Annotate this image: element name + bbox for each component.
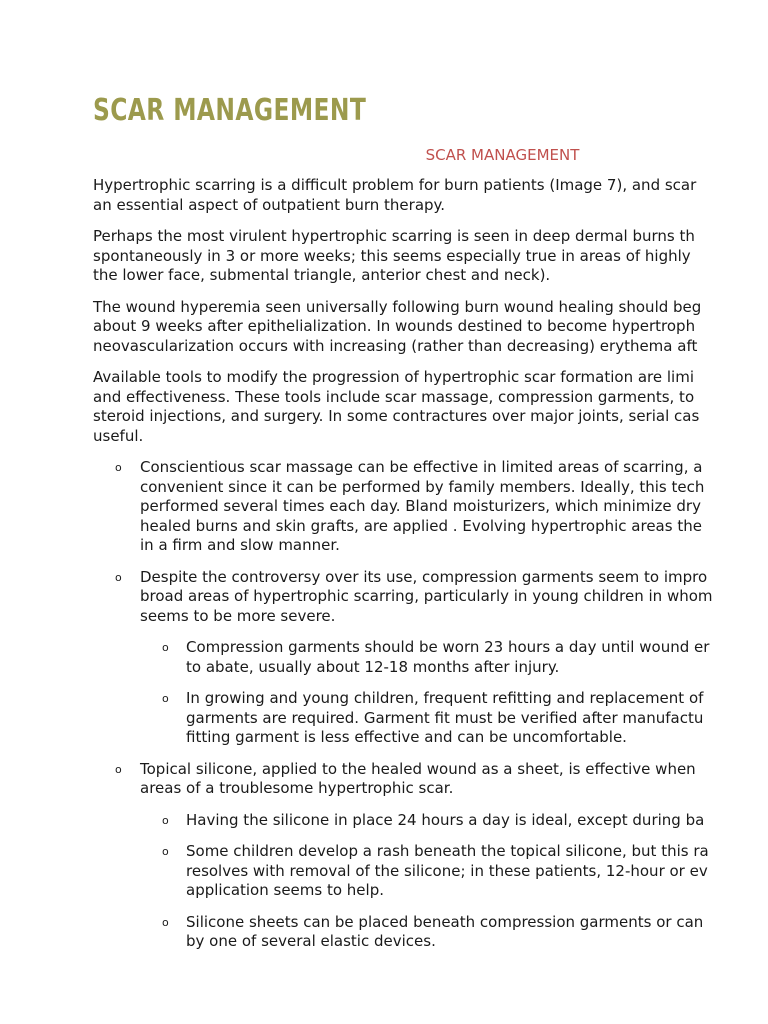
text-line: fitting garment is less effective and can be uncomfortable.: [186, 728, 627, 746]
bullet-list: [93, 458, 768, 952]
sub-list-item: [140, 842, 768, 901]
text-line: spontaneously in 3 or more weeks; this seems especially true in areas of highly: [93, 246, 691, 265]
sub-list-item: [140, 913, 768, 952]
sub-list-item-text: [186, 913, 768, 952]
text-line: an essential aspect of outpatient burn therapy.: [93, 195, 446, 214]
sub-list-item-text: [186, 842, 768, 901]
sub-list-item: [140, 811, 768, 831]
paragraph: [93, 176, 768, 215]
list-item-text: [140, 458, 768, 556]
text-line: Topical silicone, applied to the healed wound as a sheet, is effective when: [140, 759, 696, 778]
text-line: application seems to help.: [186, 881, 384, 899]
list-item: [93, 568, 768, 748]
text-line: Silicone sheets can be placed beneath compression garments or can: [186, 912, 704, 931]
bullet-marker-icon: o: [162, 845, 169, 858]
bullet-marker-icon: o: [115, 461, 122, 474]
text-line: Some children develop a rash beneath the topical silicone, but this ra: [186, 842, 709, 860]
text-line: Available tools to modify the progression of hypertrophic scar formation are limi: [93, 368, 695, 386]
document-body: [93, 176, 768, 964]
text-line: seems to be more severe.: [140, 606, 336, 625]
paragraph: [93, 227, 768, 286]
list-item-text: [140, 760, 768, 799]
text-line: Perhaps the most virulent hypertrophic scarring is seen in deep dermal burns th: [93, 227, 695, 245]
paragraph-list: [93, 176, 768, 446]
text-line: in a firm and slow manner.: [140, 536, 340, 554]
text-line: performed several times each day. Bland moisturizers, which minimize dry: [140, 497, 701, 515]
bullet-marker-icon: o: [162, 813, 169, 827]
sub-list-item-text: [186, 811, 768, 831]
bullet-marker-icon: o: [115, 762, 122, 776]
sub-list-item: [140, 638, 768, 677]
paragraph: [93, 368, 768, 446]
text-line: In growing and young children, frequent refitting and replacement of: [186, 689, 704, 707]
text-line: Compression garments should be worn 23 hours a day until wound er: [186, 638, 710, 656]
page-title: SCAR MANAGEMENT: [93, 93, 367, 128]
text-line: neovascularization occurs with increasing (rather than decreasing) erythema aft: [93, 336, 698, 355]
text-line: Hypertrophic scarring is a difficult problem for burn patients (Image 7), and scar: [93, 176, 697, 194]
text-line: about 9 weeks after epithelialization. In wounds destined to become hypertroph: [93, 317, 696, 335]
bullet-marker-icon: o: [115, 570, 122, 584]
bullet-marker-icon: o: [162, 641, 169, 654]
text-line: garments are required. Garment fit must be verified after manufactu: [186, 708, 704, 727]
text-line: broad areas of hypertrophic scarring, particularly in young children in whom: [140, 587, 713, 605]
text-line: useful.: [93, 426, 144, 445]
text-line: Conscientious scar massage can be effective in limited areas of scarring, a: [140, 458, 703, 476]
sub-bullet-list: [140, 638, 768, 748]
text-line: steroid injections, and surgery. In some contractures over major joints, serial cas: [93, 407, 700, 425]
text-line: the lower face, submental triangle, anterior chest and neck).: [93, 266, 551, 284]
bullet-marker-icon: o: [162, 915, 169, 929]
sub-list-item-text: [186, 689, 768, 748]
sub-list-item: [140, 689, 768, 748]
text-line: The wound hyperemia seen universally following burn wound healing should beg: [93, 297, 702, 316]
list-item: [93, 458, 768, 556]
sub-bullet-list: [140, 811, 768, 952]
section-heading: SCAR MANAGEMENT: [425, 146, 580, 164]
text-line: and effectiveness. These tools include scar massage, compression garments, to: [93, 387, 695, 406]
bullet-marker-icon: o: [162, 692, 169, 705]
list-item-text: [140, 568, 768, 627]
text-line: Having the silicone in place 24 hours a day is ideal, except during ba: [186, 810, 705, 829]
sub-list-item-text: [186, 638, 768, 677]
paragraph: [93, 298, 768, 357]
text-line: to abate, usually about 12-18 months after injury.: [186, 657, 560, 676]
text-line: by one of several elastic devices.: [186, 932, 436, 950]
text-line: Despite the controversy over its use, compression garments seem to impro: [140, 567, 708, 586]
text-line: healed burns and skin grafts, are applied . Evolving hypertrophic areas the: [140, 516, 702, 535]
text-line: resolves with removal of the silicone; in these patients, 12-hour or ev: [186, 861, 708, 880]
text-line: convenient since it can be performed by family members. Ideally, this tech: [140, 477, 705, 496]
list-item: [93, 760, 768, 952]
text-line: areas of a troublesome hypertrophic scar.: [140, 779, 454, 797]
